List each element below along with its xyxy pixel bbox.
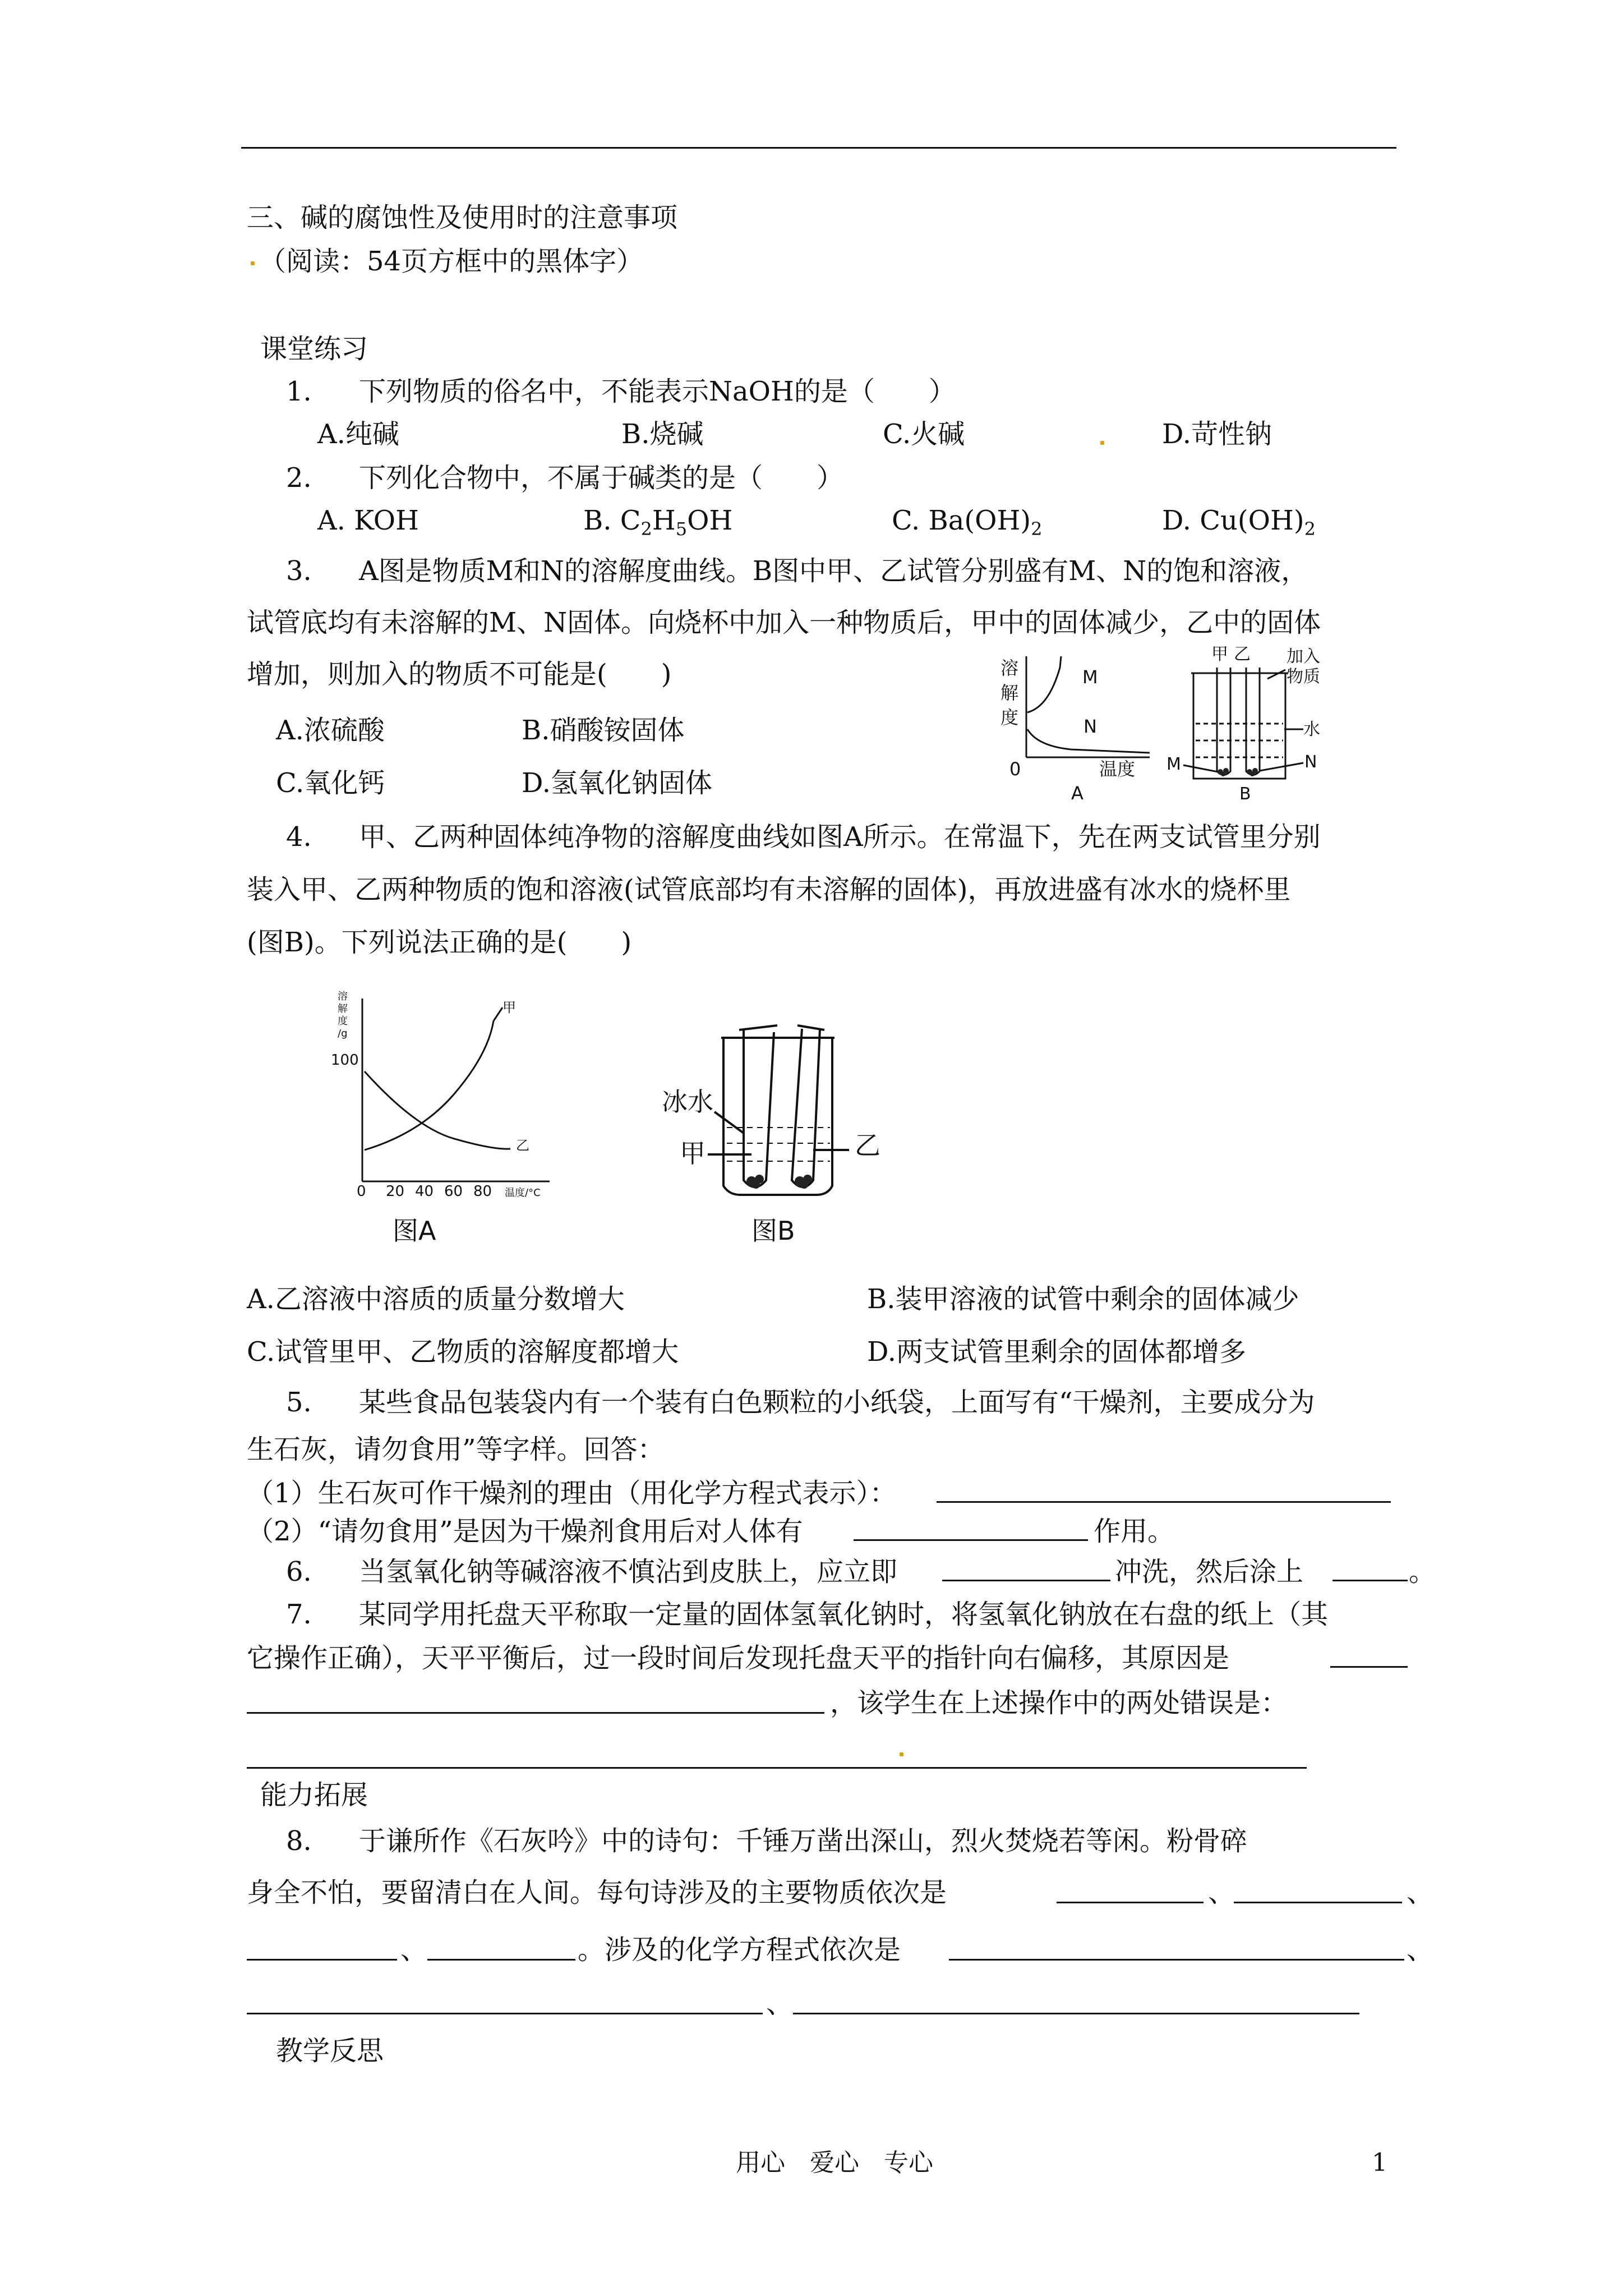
q1-stem: 下列物质的俗名中，不能表示NaOH的是（ ） [359, 376, 956, 407]
q4-option-a: A.乙溶液中溶质的质量分数增大 [247, 1283, 625, 1315]
q8-blank-6[interactable] [247, 2013, 763, 2014]
q7-answer-blank-2[interactable] [247, 1712, 824, 1714]
q5-sub1: （1）生石灰可作干燥剂的理由（用化学方程式表示）： [247, 1478, 897, 1509]
q4-figa-ylabel-4: /g [338, 1028, 348, 1039]
q4-figa-tick-0: 0 [357, 1183, 366, 1200]
q8-blank-2[interactable] [1234, 1902, 1402, 1903]
q8-number: 8. [286, 1825, 312, 1857]
q3-figb-added-2: 物质 [1287, 667, 1320, 687]
q3-figb-n: N [1304, 752, 1317, 772]
q6-text-b: 冲洗，然后涂上 [1115, 1556, 1304, 1588]
q5-line1: 某些食品包装袋内有一个装有白色颗粒的小纸袋，上面写有“干燥剂，主要成分为 [359, 1387, 1315, 1418]
q3-option-c: C.氧化钙 [276, 767, 385, 799]
q1-option-a: A.纯碱 [317, 418, 399, 450]
q2-option-c: C. $Ba(OH)_2$ [892, 505, 1043, 540]
q2-option-a: A. KOH [317, 505, 419, 536]
q3-figa-ylabel-2: 解 [1000, 682, 1019, 703]
reflection-title: 教学反思 [276, 2035, 384, 2067]
q4-option-d: D.两支试管里剩余的固体都增多 [867, 1336, 1247, 1368]
q4-figb-caption: 图B [751, 1216, 795, 1246]
page-number: 1 [1372, 2148, 1387, 2177]
q8-sep-2: 、 [1407, 1877, 1434, 1908]
q1-number: 1. [286, 376, 312, 407]
q4-line1: 甲、乙两种固体纯净物的溶解度曲线如图A所示。在常温下，先在两支试管里分别 [359, 821, 1321, 853]
q4-figa-ylabel-1: 溶 [338, 991, 348, 1002]
q3-figb-tube-yi: 乙 [1234, 645, 1251, 664]
q4-option-c: C.试管里甲、乙物质的溶解度都增大 [247, 1336, 679, 1368]
q8-sep-5: 、 [766, 1988, 794, 2019]
q8-sep-1: 、 [1208, 1877, 1235, 1908]
q3-option-b: B.硝酸铵固体 [522, 715, 685, 746]
q8-line3: 。涉及的化学方程式依次是 [578, 1934, 901, 1966]
q3-figure-b [1166, 645, 1357, 802]
q4-figa-ylabel-2: 解 [338, 1003, 348, 1015]
stray-mark [251, 261, 255, 265]
q5-number: 5. [286, 1387, 312, 1418]
q6-answer-blank-2[interactable] [1332, 1580, 1408, 1581]
q4-line2: 装入甲、乙两种物质的饱和溶液(试管底部均有未溶解的固体)，再放进盛有冰水的烧杯里 [247, 874, 1291, 905]
q3-figa-curve-m-label: M [1082, 666, 1098, 688]
q7-line2: 它操作正确），天平平衡后，过一段时间后发现托盘天平的指针向右偏移，其原因是 [247, 1642, 1230, 1674]
q4-figa-tick-80: 80 [473, 1183, 492, 1200]
q4-figa-series-jia: 甲 [502, 1000, 516, 1015]
q8-blank-1[interactable] [1057, 1902, 1204, 1903]
q4-figa-tick-20: 20 [386, 1183, 405, 1200]
q3-line2: 试管底均有未溶解的M、N固体。向烧杯中加入一种物质后，甲中的固体减少，乙中的固体 [247, 607, 1321, 638]
q3-figa-xlabel: 温度 [1099, 758, 1136, 780]
q4-figa-y100: 100 [331, 1052, 359, 1069]
q7-answer-blank-3[interactable] [247, 1767, 1307, 1769]
practice-title: 课堂练习 [260, 333, 368, 365]
q3-figa-ylabel-1: 溶 [1000, 657, 1019, 679]
q2-number: 2. [286, 462, 312, 494]
q3-figa-curve-n-label: N [1083, 716, 1097, 737]
stray-mark [900, 1752, 903, 1756]
q1-option-d: D.苛性钠 [1162, 418, 1272, 450]
q7-answer-blank-1[interactable] [1330, 1666, 1408, 1668]
q4-figa-tick-40: 40 [415, 1183, 434, 1200]
q6-text-a: 当氢氧化钠等碱溶液不慎沾到皮肤上，应立即 [359, 1556, 898, 1588]
q3-option-a: A.浓硫酸 [276, 715, 385, 746]
stray-mark [1100, 441, 1104, 445]
q2-stem: 下列化合物中，不属于碱类的是（ ） [359, 462, 844, 494]
q4-figa-series-yi: 乙 [516, 1138, 529, 1153]
q3-number: 3. [286, 555, 312, 587]
q7-number: 7. [286, 1599, 312, 1630]
q1-option-c: C.火碱 [883, 418, 965, 450]
q7-line1: 某同学用托盘天平称取一定量的固体氢氧化钠时，将氢氧化钠放在右盘的纸上（其 [359, 1599, 1329, 1630]
q3-option-d: D.氢氧化钠固体 [522, 767, 713, 799]
q4-number: 4. [286, 821, 312, 853]
q5-sub2-a: （2）“请勿食用”是因为干燥剂食用后对人体有 [247, 1516, 803, 1547]
q3-line3: 增加，则加入的物质不可能是( ) [247, 659, 672, 690]
q6-answer-blank-1[interactable] [942, 1580, 1110, 1581]
q4-figa-caption: 图A [393, 1216, 436, 1246]
q4-figb-jia: 甲 [680, 1138, 706, 1168]
q4-figure-a [325, 987, 572, 1257]
q4-line3: (图B)。下列说法正确的是( ) [247, 927, 632, 958]
q5-line2: 生石灰，请勿食用”等字样。回答： [247, 1434, 665, 1465]
q8-blank-3[interactable] [247, 1959, 397, 1961]
section-note: （阅读：54页方框中的黑体字） [259, 246, 644, 277]
q3-figb-caption: B [1239, 784, 1251, 802]
q5-sub2-b: 作用。 [1094, 1516, 1175, 1547]
q8-blank-5[interactable] [949, 1959, 1404, 1961]
q8-blank-4[interactable] [427, 1959, 575, 1961]
q8-line1: 于谦所作《石灰吟》中的诗句：千锤万凿出深山，烈火焚烧若等闲。粉骨碎 [359, 1825, 1248, 1857]
q3-figa-origin: 0 [1009, 758, 1021, 780]
q3-line1: A图是物质M和N的溶解度曲线。B图中甲、乙试管分别盛有M、N的饱和溶液， [359, 555, 1308, 587]
q3-figb-tube-jia: 甲 [1211, 645, 1228, 664]
q6-number: 6. [286, 1556, 312, 1588]
q8-sep-3: 、 [400, 1934, 428, 1966]
q5-answer-blank-2[interactable] [854, 1539, 1088, 1541]
q8-line2: 身全不怕，要留清白在人间。每句诗涉及的主要物质依次是 [247, 1877, 947, 1908]
extension-title: 能力拓展 [260, 1779, 368, 1811]
q4-figa-tick-60: 60 [444, 1183, 463, 1200]
q5-answer-blank-1[interactable] [937, 1501, 1391, 1503]
header-rule [241, 147, 1396, 149]
q4-figa-ylabel-3: 度 [338, 1015, 348, 1027]
q2-option-b: B. $C_2H_5OH$ [583, 505, 733, 540]
q4-figa-xlabel: 温度/°C [505, 1187, 541, 1199]
q2-option-d: D. $Cu(OH)_2$ [1162, 505, 1316, 540]
q4-figb-yi: 乙 [855, 1130, 880, 1161]
q6-text-c: 。 [1409, 1556, 1436, 1588]
section-title: 三、碱的腐蚀性及使用时的注意事项 [247, 202, 678, 233]
footer-motto: 用心 爱心 专心 [736, 2148, 933, 2177]
q4-figure-b [645, 1015, 903, 1257]
q8-sep-4: 、 [1407, 1934, 1434, 1966]
q3-figb-added-1: 加入 [1287, 647, 1320, 666]
q3-figb-water: 水 [1303, 720, 1320, 739]
q4-option-b: B.装甲溶液的试管中剩余的固体减少 [867, 1283, 1299, 1315]
q8-blank-7[interactable] [793, 2013, 1359, 2014]
q4-figb-icewater: 冰水 [662, 1087, 713, 1117]
q3-figa-caption: A [1071, 783, 1083, 802]
q3-figure-a [987, 645, 1178, 802]
q7-line3: ，该学生在上述操作中的两处错误是： [830, 1687, 1288, 1719]
q3-figb-m: M [1166, 754, 1181, 774]
q3-figa-ylabel-3: 度 [1000, 707, 1019, 728]
q1-option-b: B.烧碱 [621, 418, 704, 450]
